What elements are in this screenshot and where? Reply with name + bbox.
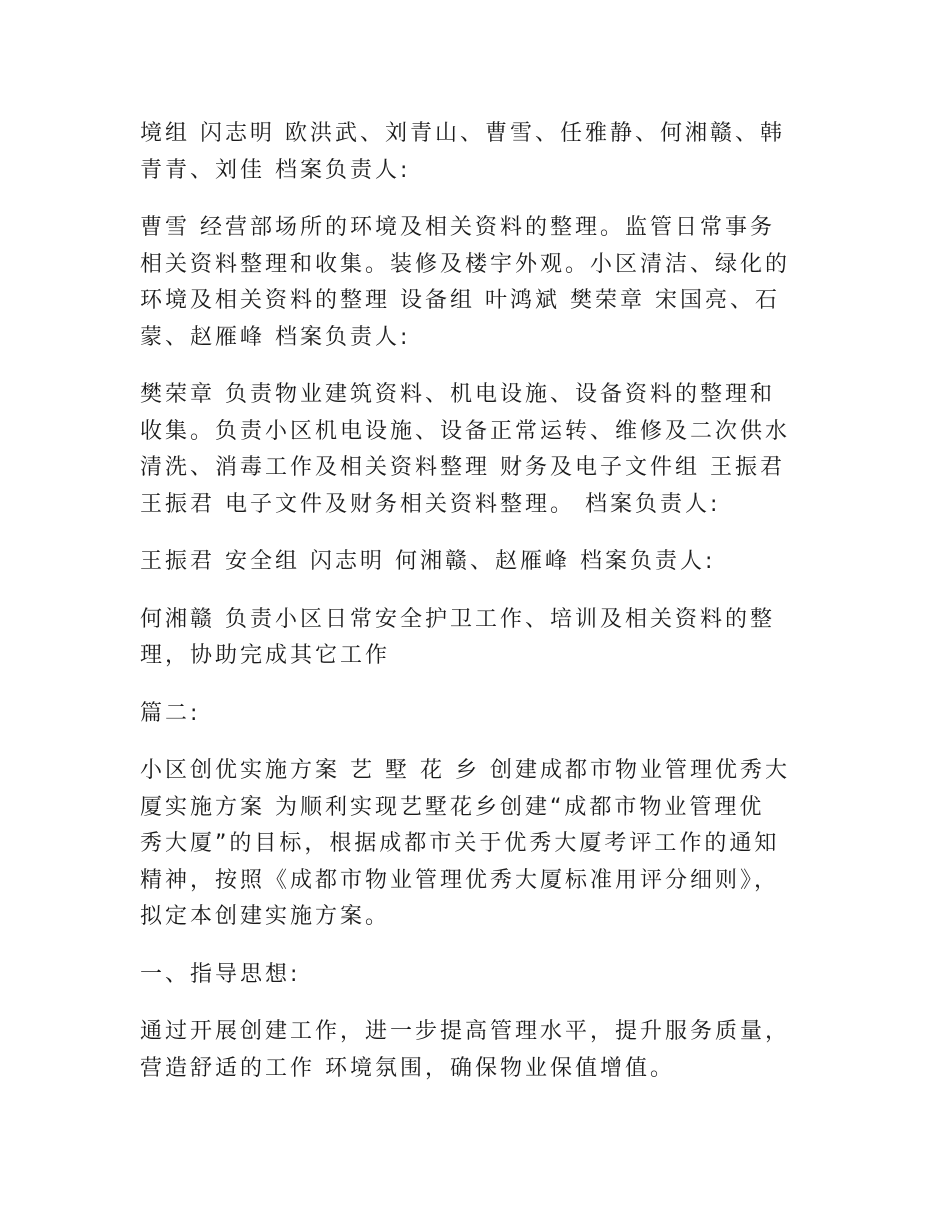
text-line: 环境及相关资料的整理 设备组 叶鸿斌 樊荣章 宋国亮、石	[140, 288, 780, 313]
text-line: 收集。负责小区机电设施、设备正常运转、维修及二次供水	[140, 418, 791, 444]
text-line: 王振君 电子文件及财务相关资料整理。 档案负责人:	[140, 491, 721, 517]
paragraph-operations	[140, 210, 815, 356]
text-line: 清洗、消毒工作及相关资料整理 财务及电子文件组 王振君	[140, 455, 785, 480]
text-line: 厦实施方案 为顺利实现艺墅花乡创建“成都市物业管理优	[140, 794, 765, 820]
text-line: 王振君 安全组 闪志明 何湘赣、赵雁峰 档案负责人:	[140, 549, 716, 574]
text-line: 蒙、赵雁峰 档案负责人:	[140, 324, 411, 350]
text-line: 拟定本创建实施方案。	[140, 904, 391, 929]
text-line: 篇二:	[140, 700, 201, 726]
text-line: 通过开展创建工作，进一步提高管理水平，提升服务质量，	[140, 1019, 791, 1044]
text-line: 一、指导思想:	[140, 961, 301, 987]
text-line: 樊荣章 负责物业建筑资料、机电设施、设备资料的整理和	[140, 382, 775, 407]
paragraph-security-group	[140, 544, 815, 581]
text-line: 境组 闪志明 欧洪武、刘青山、曹雪、任雅静、何湘赣、韩	[140, 121, 785, 146]
document-body	[140, 116, 815, 1108]
paragraph-plan-intro	[140, 753, 815, 936]
text-line: 曹雪 经营部场所的环境及相关资料的整理。监管日常事务	[140, 215, 775, 240]
section-heading-guiding-thought	[140, 957, 815, 994]
paragraph-group-members-1	[140, 116, 815, 189]
paragraph-security-duties	[140, 602, 815, 675]
text-line: 精神，按照《成都市物业管理优秀大厦标准用评分细则》，	[140, 867, 780, 893]
text-line: 营造舒适的工作 环境氛围，确保物业保值增值。	[140, 1055, 675, 1081]
paragraph-equipment	[140, 377, 815, 523]
text-line: 相关资料整理和收集。装修及楼宇外观。小区清洁、绿化的	[140, 251, 791, 277]
text-line: 理，协助完成其它工作	[140, 643, 391, 668]
text-line: 秀大厦”的目标，根据成都市关于优秀大厦考评工作的通知	[140, 831, 780, 856]
paragraph-guiding-thought	[140, 1014, 815, 1087]
text-line: 青青、刘佳 档案负责人:	[140, 157, 411, 183]
text-line: 何湘赣 负责小区日常安全护卫工作、培训及相关资料的整	[140, 606, 775, 632]
section-heading-part-two	[140, 696, 815, 733]
text-line: 小区创优实施方案 艺 墅 花 乡 创建成都市物业管理优秀大	[140, 758, 790, 783]
